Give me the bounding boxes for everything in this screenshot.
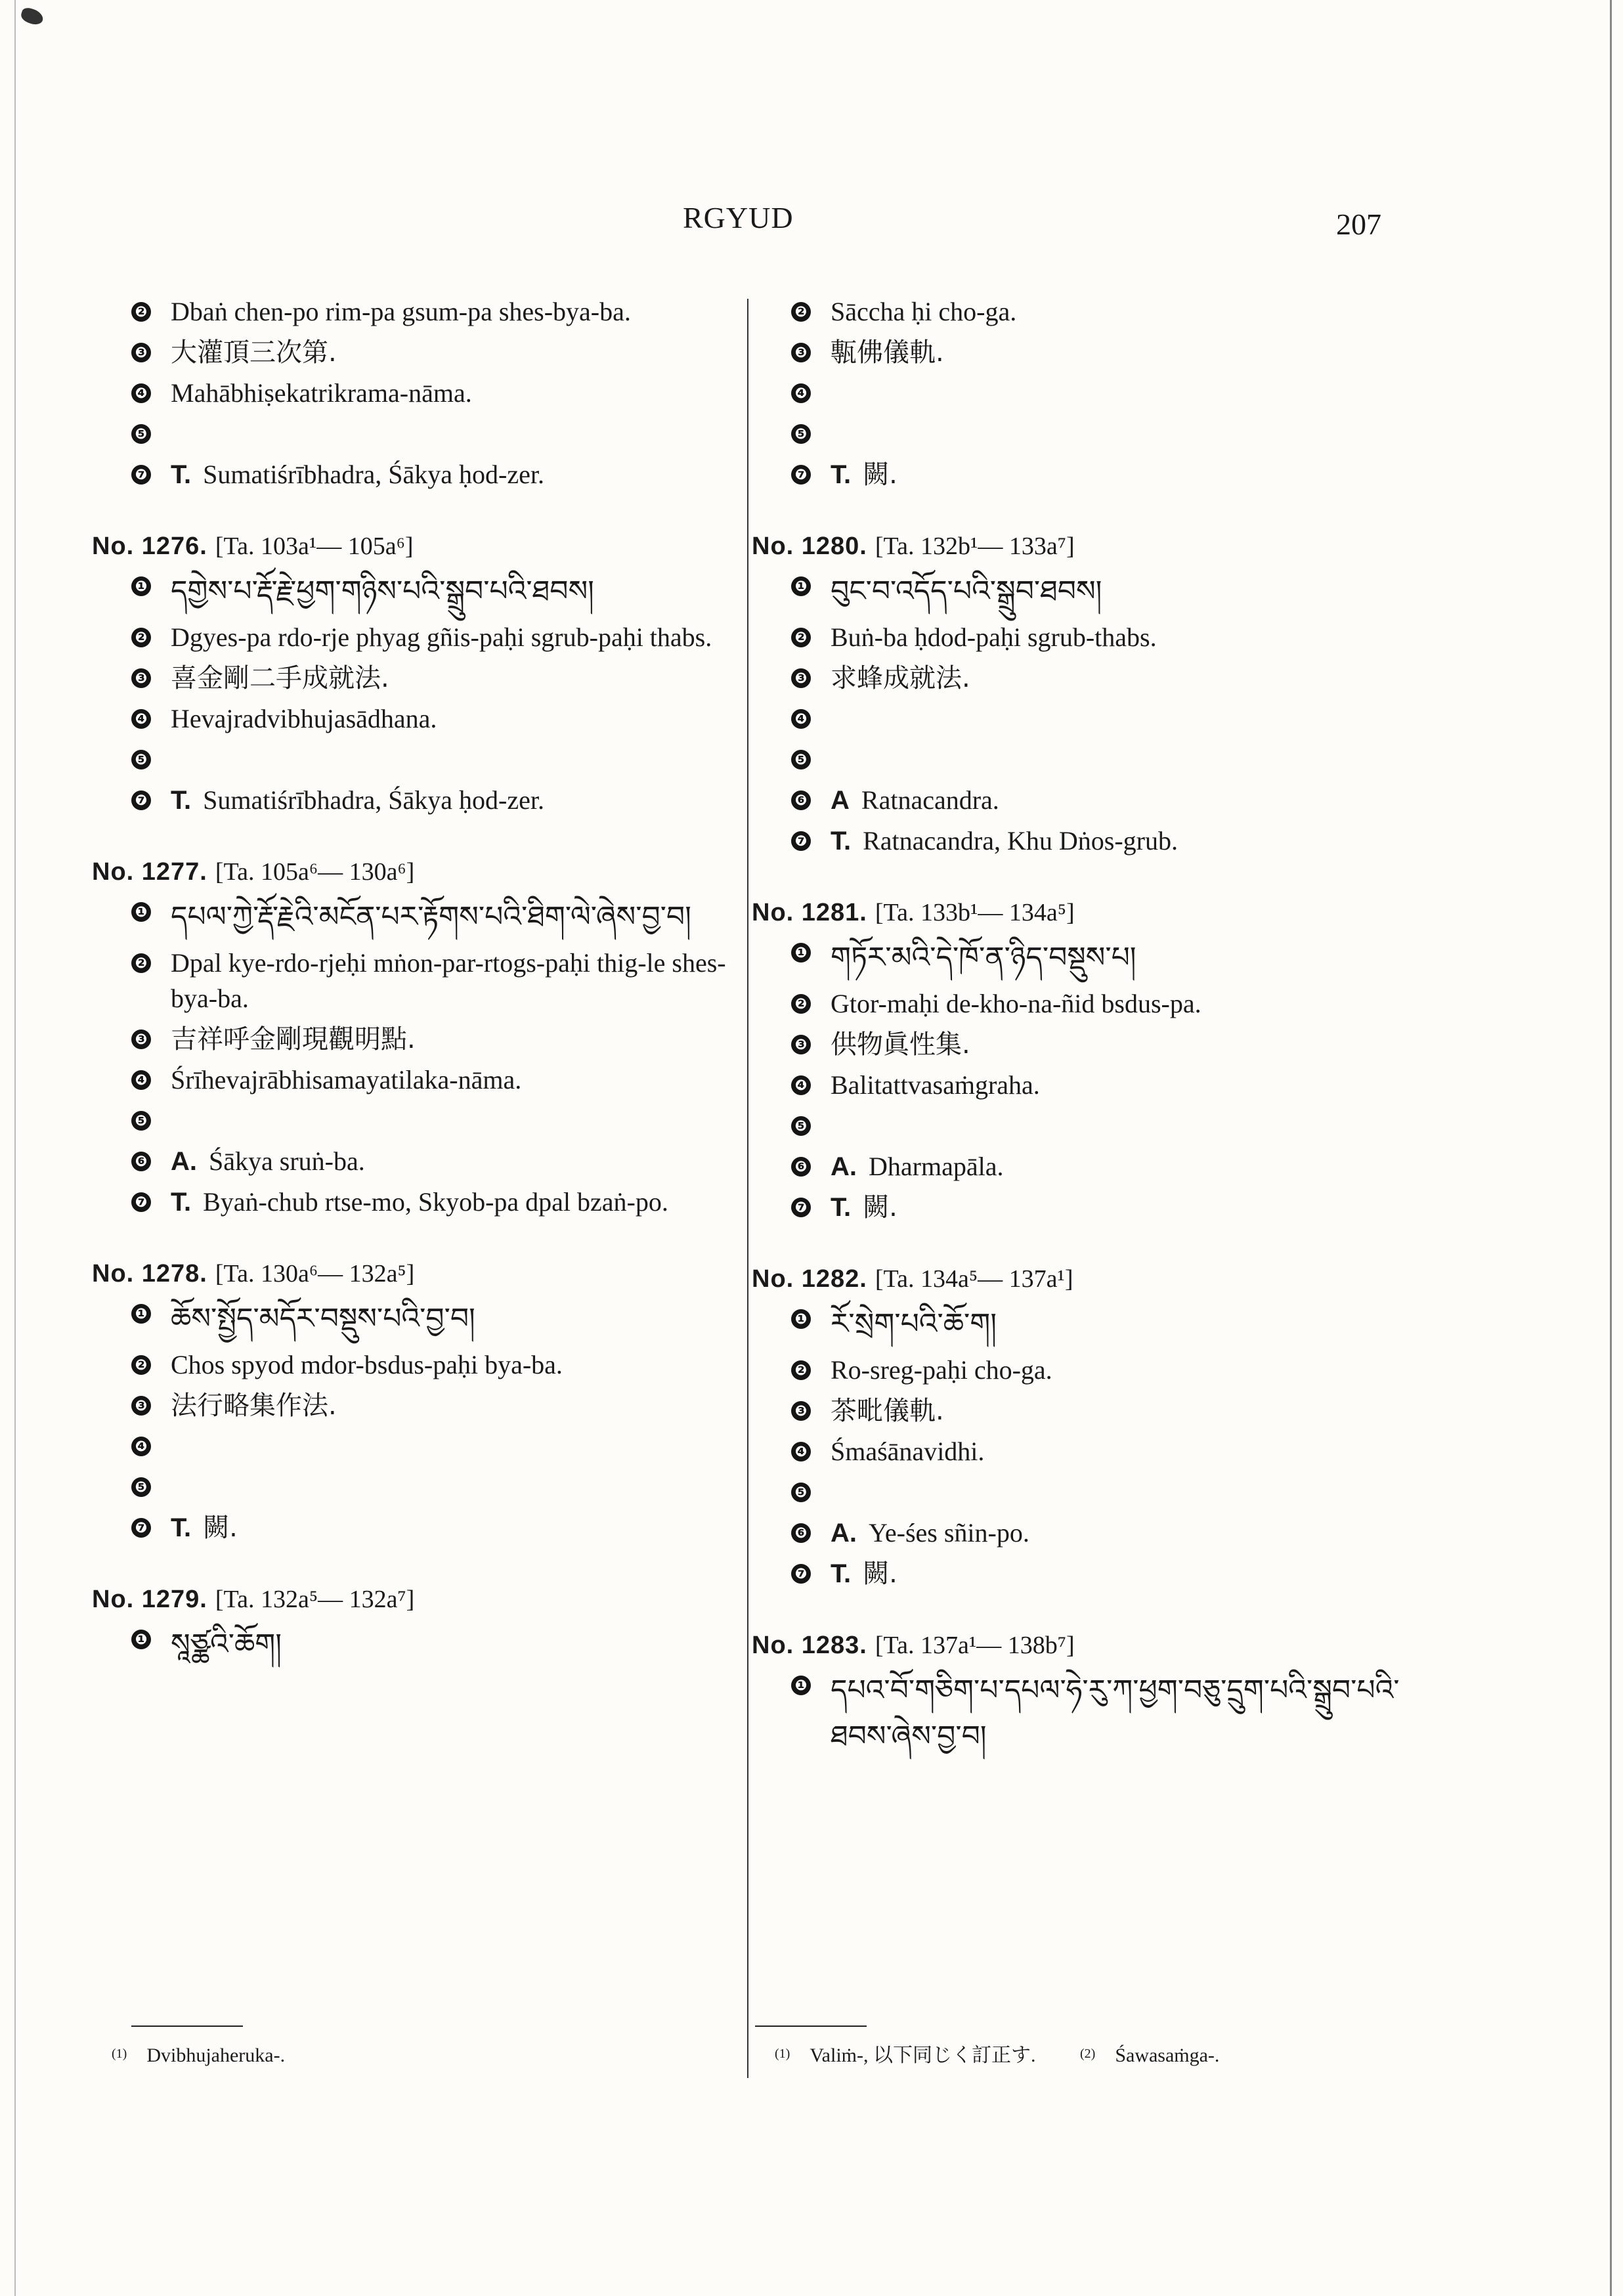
entry-line-text	[171, 294, 748, 330]
number-badge-icon: ❼	[791, 465, 811, 485]
folio-reference: [Ta. 134a⁵— 137a¹]	[875, 1265, 1073, 1293]
entry-line	[92, 335, 748, 370]
entry-line	[92, 701, 748, 737]
entry-value: Chos spyod mdor-bsdus-paḥi bya-ba.	[171, 1350, 563, 1379]
entry-line-text	[171, 457, 748, 492]
footnotes-right	[775, 2041, 1259, 2069]
number-badge-icon: ❺	[791, 1483, 811, 1502]
catalog-entry	[752, 1628, 1408, 1760]
role-label: A.	[171, 1147, 197, 1176]
number-badge-icon: ❷	[791, 302, 811, 322]
entry-line-text	[171, 1184, 748, 1220]
entry-line	[92, 569, 748, 615]
number-badge-icon: ❸	[791, 343, 811, 362]
footnote-mark: (2)	[1079, 2047, 1096, 2061]
number-badge-icon: ❷	[791, 1360, 811, 1380]
running-header: RGYUD	[683, 201, 794, 234]
entry-value: Sumatiśrībhadra, Śākya ḥod-zer.	[203, 460, 544, 489]
number-badge-icon: ❹	[791, 383, 811, 403]
entry-line	[752, 569, 1408, 615]
entry-line-text	[171, 1388, 748, 1423]
entry-line	[92, 457, 748, 492]
entry-line-text	[831, 1556, 1408, 1592]
entry-line-text	[831, 1393, 1408, 1429]
entry-line	[92, 1022, 748, 1057]
entry-value: Śākya sruṅ-ba.	[209, 1146, 365, 1176]
number-badge-icon: ❸	[131, 668, 151, 688]
entry-line-text	[171, 894, 748, 940]
catalog-entry	[92, 529, 748, 818]
entry-line-text	[171, 1347, 748, 1383]
entry-line	[92, 294, 748, 330]
entry-line	[752, 457, 1408, 492]
footnote-mark: (1)	[775, 2047, 790, 2061]
entry-line	[92, 416, 748, 452]
entry-value: 闕.	[863, 1559, 898, 1589]
entry-value: བུང་བ་འདོད་པའི་སྒྲུབ་ཐབས།	[831, 574, 1102, 608]
number-badge-icon: ❶	[131, 1304, 151, 1324]
entry-line-text	[171, 1296, 748, 1342]
role-label: T.	[171, 1513, 192, 1542]
entry-line-text	[171, 783, 748, 818]
entry-heading	[92, 529, 748, 563]
page-number: 207	[1336, 207, 1381, 241]
entry-value: 喜金剛二手成就法.	[171, 663, 389, 693]
entry-line-text	[171, 620, 748, 655]
number-badge-icon: ❸	[131, 343, 151, 362]
entry-number: No. 1282.	[752, 1265, 867, 1293]
entry-value: Gtor-maḥi de-kho-na-ñid bsdus-pa.	[831, 989, 1201, 1018]
entry-heading	[92, 855, 748, 889]
entry-line-text	[171, 661, 748, 696]
number-badge-icon: ❼	[791, 1564, 811, 1584]
entry-line	[92, 1144, 748, 1179]
number-badge-icon: ❺	[131, 1111, 151, 1131]
folio-reference: [Ta. 105a⁶— 130a⁶]	[215, 858, 415, 886]
entry-line	[92, 1184, 748, 1220]
entry-value: གཏོར་མའི་དེ་ཁོ་ན་ཉིད་བསྡུས་པ།	[831, 941, 1136, 974]
catalog-entry	[752, 1262, 1408, 1592]
entry-number: No. 1280.	[752, 532, 867, 560]
entry-heading	[752, 529, 1408, 563]
entry-line-text	[831, 1353, 1408, 1388]
entry-line-text	[171, 1510, 748, 1546]
number-badge-icon: ❼	[791, 831, 811, 851]
folio-reference: [Ta. 137a¹— 138b⁷]	[875, 1632, 1075, 1659]
entry-line	[752, 1068, 1408, 1103]
entry-value: ཆོས་སྤྱོད་མདོར་བསྡུས་པའི་བྱ་བ།	[171, 1302, 475, 1335]
entry-line	[752, 376, 1408, 411]
entry-line-text	[171, 945, 748, 1016]
entry-line	[752, 742, 1408, 777]
entry-value: Śmaśānavidhi.	[831, 1437, 985, 1466]
entry-value: Dharmapāla.	[869, 1152, 1004, 1181]
role-label: T.	[831, 460, 852, 489]
catalog-entry	[92, 1582, 748, 1668]
footnote-text: Śawasaṁga-.	[1115, 2045, 1220, 2066]
footnote-text: Valiṁ-, 以下同じく訂正す.	[810, 2045, 1036, 2066]
entry-line	[92, 1388, 748, 1423]
entry-value: Balitattvasaṁgraha.	[831, 1070, 1040, 1100]
number-badge-icon: ❷	[131, 953, 151, 973]
entry-number: No. 1283.	[752, 1632, 867, 1659]
entry-value: 吉祥呼金剛現觀明點.	[171, 1024, 416, 1054]
number-badge-icon: ❻	[791, 1157, 811, 1177]
entry-list	[752, 529, 1408, 1760]
entry-value: Hevajradvibhujasādhana.	[171, 704, 437, 733]
entry-value: སཱཙྪའི་ཆོག།	[171, 1628, 282, 1661]
number-badge-icon: ❶	[791, 1676, 811, 1695]
number-badge-icon: ❺	[131, 750, 151, 769]
entry-line	[752, 986, 1408, 1022]
entry-value: 闕.	[863, 460, 898, 490]
footnote-rule-right	[755, 2025, 867, 2027]
number-badge-icon: ❷	[131, 1355, 151, 1375]
entry-line-text	[831, 335, 1408, 370]
entry-value: Śrīhevajrābhisamayatilaka-nāma.	[171, 1065, 522, 1094]
entry-value: 闕.	[863, 1192, 898, 1223]
footnote-rule-left	[131, 2025, 243, 2027]
entry-line	[752, 1515, 1408, 1551]
folio-reference: [Ta. 133b¹— 134a⁵]	[875, 899, 1075, 926]
entry-line-text	[831, 783, 1408, 818]
entry-heading	[92, 1582, 748, 1616]
entry-value: དཔལ་ཀྱེ་རྡོ་རྗེའི་མངོན་པར་རྟོགས་པའི་ཐིག་ལེ་ཞེས་བྱ་བ།	[171, 900, 691, 934]
entry-line	[92, 945, 748, 1016]
number-badge-icon: ❷	[791, 628, 811, 647]
catalog-entry	[92, 1257, 748, 1546]
number-badge-icon: ❺	[131, 1477, 151, 1497]
number-badge-icon: ❼	[131, 1518, 151, 1538]
entry-line	[752, 783, 1408, 818]
entry-line	[92, 783, 748, 818]
corner-ink-mark	[19, 6, 45, 26]
right-column	[752, 289, 1408, 1796]
entry-line-text	[831, 986, 1408, 1022]
entry-line-text	[171, 335, 748, 370]
number-badge-icon: ❼	[131, 465, 151, 485]
number-badge-icon: ❹	[791, 709, 811, 729]
entry-line	[92, 1429, 748, 1464]
catalog-entry	[752, 896, 1408, 1225]
entry-line	[752, 1434, 1408, 1469]
entry-line	[92, 1469, 748, 1505]
entry-value: 闕.	[203, 1513, 238, 1543]
catalog-entry	[92, 855, 748, 1220]
continued-entry	[92, 294, 748, 492]
entry-line-text	[831, 620, 1408, 655]
number-badge-icon: ❹	[131, 383, 151, 403]
entry-line	[92, 376, 748, 411]
entry-line-text	[171, 1062, 748, 1098]
entry-line	[92, 1347, 748, 1383]
entry-line-text	[831, 1434, 1408, 1469]
entry-line-text	[831, 661, 1408, 696]
entry-value: དཔའ་བོ་གཅིག་པ་དཔལ་ཧེ་རུ་ཀ་ཕྱག་བཅུ་དྲུག་པའི་སྒྲུབ་པའི་ཐབས་ཞེས་བྱ་བ།	[831, 1674, 1400, 1753]
footnotes-left	[112, 2041, 285, 2069]
entry-line	[752, 1393, 1408, 1429]
entry-line-text	[831, 294, 1408, 330]
entry-value: Dpal kye-rdo-rjeḥi mṅon-par-rtogs-paḥi thig-le shes-bya-ba.	[171, 948, 726, 1013]
entry-line	[92, 894, 748, 940]
number-badge-icon: ❶	[131, 1630, 151, 1649]
entry-line	[752, 1353, 1408, 1388]
entry-line	[752, 1027, 1408, 1062]
role-label: T.	[831, 1559, 852, 1588]
role-label: A.	[831, 1152, 857, 1181]
number-badge-icon: ❸	[791, 1035, 811, 1054]
entry-line-text	[831, 569, 1408, 615]
entry-number: No. 1277.	[92, 858, 207, 886]
entry-line	[92, 1296, 748, 1342]
role-label: T.	[831, 1193, 852, 1222]
entry-line	[92, 1103, 748, 1138]
page-right-edge	[1610, 0, 1612, 2296]
entry-line	[752, 1475, 1408, 1510]
number-badge-icon: ❷	[131, 628, 151, 647]
number-badge-icon: ❻	[131, 1152, 151, 1171]
entry-value: 供物眞性集.	[831, 1029, 970, 1060]
entry-line	[752, 620, 1408, 655]
entry-value: Ye-śes sñin-po.	[869, 1518, 1029, 1548]
entry-line-text	[831, 823, 1408, 859]
entry-line	[752, 1149, 1408, 1184]
entry-value: 茶毗儀軌.	[831, 1396, 944, 1426]
entry-number: No. 1276.	[92, 532, 207, 560]
number-badge-icon: ❷	[131, 302, 151, 322]
folio-reference: [Ta. 130a⁶— 132a⁵]	[215, 1260, 415, 1288]
entry-line	[752, 294, 1408, 330]
entry-value: Dbaṅ chen-po rim-pa gsum-pa shes-bya-ba.	[171, 297, 631, 326]
entry-line	[752, 1108, 1408, 1144]
entry-line-text	[171, 1622, 748, 1668]
number-badge-icon: ❹	[791, 1442, 811, 1462]
entry-value: Buṅ-ba ḥdod-paḥi sgrub-thabs.	[831, 622, 1157, 652]
number-badge-icon: ❺	[791, 1116, 811, 1136]
role-label: A.	[831, 1519, 857, 1548]
number-badge-icon: ❹	[131, 1070, 151, 1090]
number-badge-icon: ❻	[791, 791, 811, 810]
footnote-text: Dvibhujaheruka-.	[146, 2045, 286, 2066]
number-badge-icon: ❺	[791, 424, 811, 444]
number-badge-icon: ❸	[791, 1401, 811, 1421]
entry-line-text	[831, 1515, 1408, 1551]
entry-line	[752, 701, 1408, 737]
entry-value: རོ་སྲེག་པའི་ཆོ་ག།	[831, 1307, 997, 1341]
number-badge-icon: ❶	[131, 902, 151, 922]
number-badge-icon: ❶	[791, 943, 811, 963]
entry-line-text	[831, 1027, 1408, 1062]
entry-line-text	[171, 1022, 748, 1057]
number-badge-icon: ❻	[791, 1523, 811, 1543]
number-badge-icon: ❼	[131, 1192, 151, 1212]
entry-heading	[752, 1628, 1408, 1662]
entry-heading	[92, 1257, 748, 1291]
entry-line	[92, 742, 748, 777]
number-badge-icon: ❷	[791, 994, 811, 1014]
entry-line	[92, 620, 748, 655]
entry-line-text	[831, 1301, 1408, 1347]
entry-value: དགྱེས་པ་རྡོ་རྗེ་ཕྱག་གཉིས་པའི་སྒྲུབ་པའི་ཐབས།	[171, 574, 594, 608]
folio-reference: [Ta. 132a⁵— 132a⁷]	[215, 1586, 415, 1613]
continued-entry	[752, 294, 1408, 492]
entry-line-text	[831, 1068, 1408, 1103]
entry-line-text	[831, 457, 1408, 492]
entry-number: No. 1279.	[92, 1586, 207, 1613]
number-badge-icon: ❹	[131, 709, 151, 729]
entry-line-text	[831, 1190, 1408, 1225]
number-badge-icon: ❶	[791, 576, 811, 596]
footnote-item	[1080, 2045, 1219, 2066]
entry-line-text	[831, 1668, 1408, 1760]
entry-value: 求蜂成就法.	[831, 663, 970, 693]
entry-line	[92, 1062, 748, 1098]
entry-line-text	[171, 701, 748, 737]
footnote-mark: (1)	[112, 2047, 127, 2061]
role-label: T.	[171, 786, 192, 815]
entry-line-text	[171, 1144, 748, 1179]
entry-value: Sumatiśrībhadra, Śākya ḥod-zer.	[203, 785, 544, 815]
entry-line	[752, 416, 1408, 452]
entry-line	[752, 335, 1408, 370]
entry-line-text	[831, 935, 1408, 981]
role-label: A	[831, 786, 850, 815]
entry-value: Ratnacandra, Khu Dṅos-grub.	[863, 826, 1178, 856]
entry-heading	[752, 896, 1408, 930]
left-column	[92, 289, 748, 1704]
entry-value: Sāccha ḥi cho-ga.	[831, 297, 1017, 326]
entry-line	[752, 1668, 1408, 1760]
entry-value: 法行略集作法.	[171, 1391, 337, 1421]
entry-line	[752, 661, 1408, 696]
entry-line-text	[171, 376, 748, 411]
folio-reference: [Ta. 132b¹— 133a⁷]	[875, 532, 1075, 560]
entry-number: No. 1278.	[92, 1260, 207, 1288]
number-badge-icon: ❼	[791, 1198, 811, 1217]
entry-line-text	[831, 1149, 1408, 1184]
entry-value: 甎佛儀軌.	[831, 337, 944, 368]
entry-list	[92, 529, 748, 1668]
number-badge-icon: ❼	[131, 791, 151, 810]
entry-value: Dgyes-pa rdo-rje phyag gñis-paḥi sgrub-paḥi thabs.	[171, 622, 712, 652]
entry-line	[752, 1556, 1408, 1592]
entry-value: 大灌頂三次第.	[171, 337, 337, 368]
entry-value: Mahābhiṣekatrikrama-nāma.	[171, 378, 472, 408]
entry-heading	[752, 1262, 1408, 1296]
footnote-item	[775, 2045, 1035, 2066]
number-badge-icon: ❸	[131, 1396, 151, 1416]
number-badge-icon: ❹	[791, 1075, 811, 1095]
entry-line-text	[171, 569, 748, 615]
entry-line	[752, 935, 1408, 981]
catalog-entry	[752, 529, 1408, 859]
number-badge-icon: ❶	[791, 1309, 811, 1329]
folio-reference: [Ta. 103a¹— 105a⁶]	[215, 532, 414, 560]
entry-value: Byaṅ-chub rtse-mo, Skyob-pa dpal bzaṅ-po.	[203, 1187, 668, 1217]
number-badge-icon: ❶	[131, 576, 151, 596]
entry-value: Ro-sreg-paḥi cho-ga.	[831, 1355, 1052, 1385]
entry-line	[752, 1301, 1408, 1347]
role-label: T.	[171, 460, 192, 489]
entry-value: Ratnacandra.	[861, 785, 999, 815]
entry-line	[752, 823, 1408, 859]
entry-line	[92, 661, 748, 696]
number-badge-icon: ❸	[791, 668, 811, 688]
role-label: T.	[831, 827, 852, 856]
entry-line	[92, 1510, 748, 1546]
number-badge-icon: ❺	[791, 750, 811, 769]
role-label: T.	[171, 1188, 192, 1217]
entry-number: No. 1281.	[752, 899, 867, 926]
entry-line	[92, 1622, 748, 1668]
entry-line	[752, 1190, 1408, 1225]
page-left-edge	[14, 0, 16, 2296]
number-badge-icon: ❸	[131, 1029, 151, 1049]
number-badge-icon: ❺	[131, 424, 151, 444]
number-badge-icon: ❹	[131, 1437, 151, 1456]
